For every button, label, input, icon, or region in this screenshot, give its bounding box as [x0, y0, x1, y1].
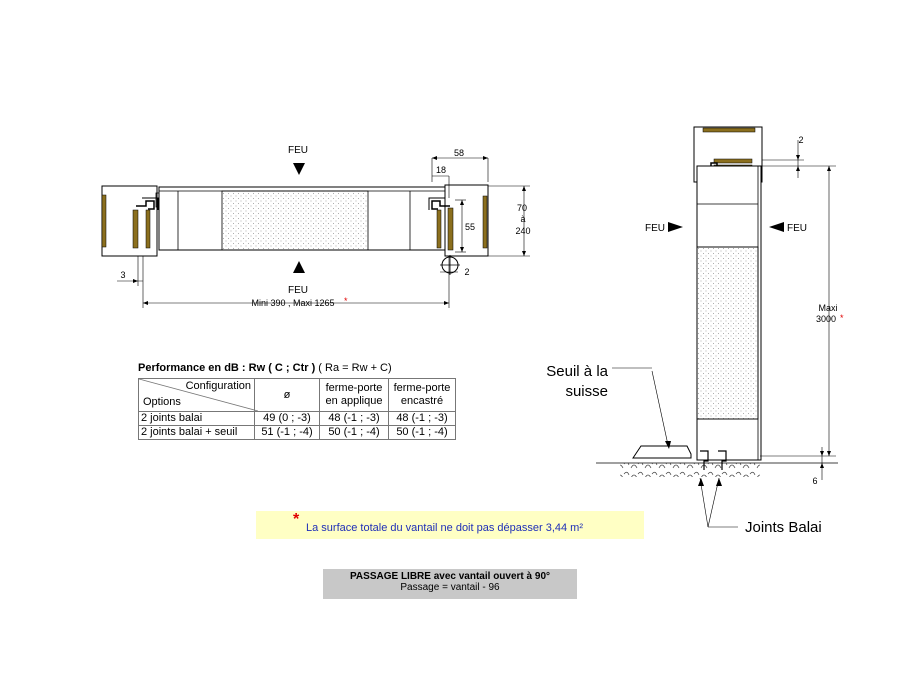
col-2-line2: en applique [325, 395, 383, 407]
performance-table [138, 378, 456, 440]
infill-core [222, 191, 368, 250]
door-leaf-plan [159, 187, 445, 250]
dim-70: 70 [516, 203, 528, 213]
surface-note [256, 511, 644, 539]
feu-arrow-top [293, 163, 305, 175]
col-1-header [255, 379, 320, 412]
col-2-header [320, 379, 389, 412]
width-asterisk: * [344, 296, 348, 306]
feu-arrow-right [769, 222, 784, 232]
feu-arrow-bottom [293, 261, 305, 273]
dim-55: 55 [464, 222, 476, 232]
dim-3: 3 [120, 270, 126, 280]
header-options: Options [143, 396, 181, 408]
dim-18: 18 [435, 165, 447, 175]
feu-label-right: FEU [787, 223, 807, 234]
row-2-option: 2 joints balai + seuil [139, 426, 255, 440]
row-1-val-3: 48 (-1 ; -3) [389, 412, 456, 426]
height-asterisk: * [840, 313, 844, 323]
table-row [139, 412, 456, 426]
feu-label-bottom: FEU [288, 285, 308, 296]
feu-label-top: FEU [288, 145, 308, 156]
dim-58: 58 [453, 148, 465, 158]
table-header-row [139, 379, 456, 412]
passage-line2: Passage = vantail - 96 [400, 582, 500, 593]
note-asterisk: * [293, 511, 300, 528]
plan-view [102, 145, 531, 308]
performance-title-normal: ( Ra = Rw + C) [315, 362, 392, 374]
col-3-header [389, 379, 456, 412]
performance-title-bold: Performance en dB : Rw ( C ; Ctr ) [138, 362, 316, 374]
left-wood-strip [102, 195, 106, 247]
dim-240: 240 [515, 226, 531, 236]
performance-title [138, 362, 392, 374]
dim-a: à [520, 214, 526, 224]
table-row [139, 426, 456, 440]
section-core [697, 247, 758, 419]
dim-2: 2 [464, 267, 470, 277]
joints-label: Joints Balai [745, 519, 822, 536]
col-3-line2: encastré [400, 395, 444, 407]
width-range: Mini 390 , Maxi 1265 [251, 298, 335, 308]
left-frame [102, 186, 162, 256]
passage-line1: PASSAGE LIBRE avec vantail ouvert à 90° [350, 571, 550, 582]
config-options-header [139, 379, 255, 412]
dim-2-section: 2 [798, 135, 804, 145]
section-view [546, 127, 844, 536]
row-1-val-1: 49 (0 ; -3) [255, 412, 320, 426]
height-label-2: 3000 [815, 314, 837, 324]
seuil-label-1: Seuil à la [546, 363, 608, 380]
threshold [633, 446, 691, 458]
row-2-val-2: 50 (-1 ; -4) [320, 426, 389, 440]
col-2-line1: ferme-porte [325, 382, 383, 394]
feu-arrow-left [668, 222, 683, 232]
header-config: Configuration [185, 380, 251, 392]
row-1-option: 2 joints balai [139, 412, 255, 426]
dim-6: 6 [812, 476, 818, 486]
passage-libre-box [323, 569, 577, 599]
floor-gravel [620, 463, 760, 477]
right-frame [429, 185, 488, 275]
note-text: La surface totale du vantail ne doit pas dépasser 3,44 m² [306, 522, 584, 534]
feu-label-left: FEU [645, 223, 665, 234]
height-label-1: Maxi [818, 303, 838, 313]
row-2-val-1: 51 (-1 ; -4) [255, 426, 320, 440]
col-3-line1: ferme-porte [393, 382, 451, 394]
seuil-label-2: suisse [565, 383, 608, 400]
col-1-label: ø [283, 388, 291, 401]
row-2-val-3: 50 (-1 ; -4) [389, 426, 456, 440]
row-1-val-2: 48 (-1 ; -3) [320, 412, 389, 426]
